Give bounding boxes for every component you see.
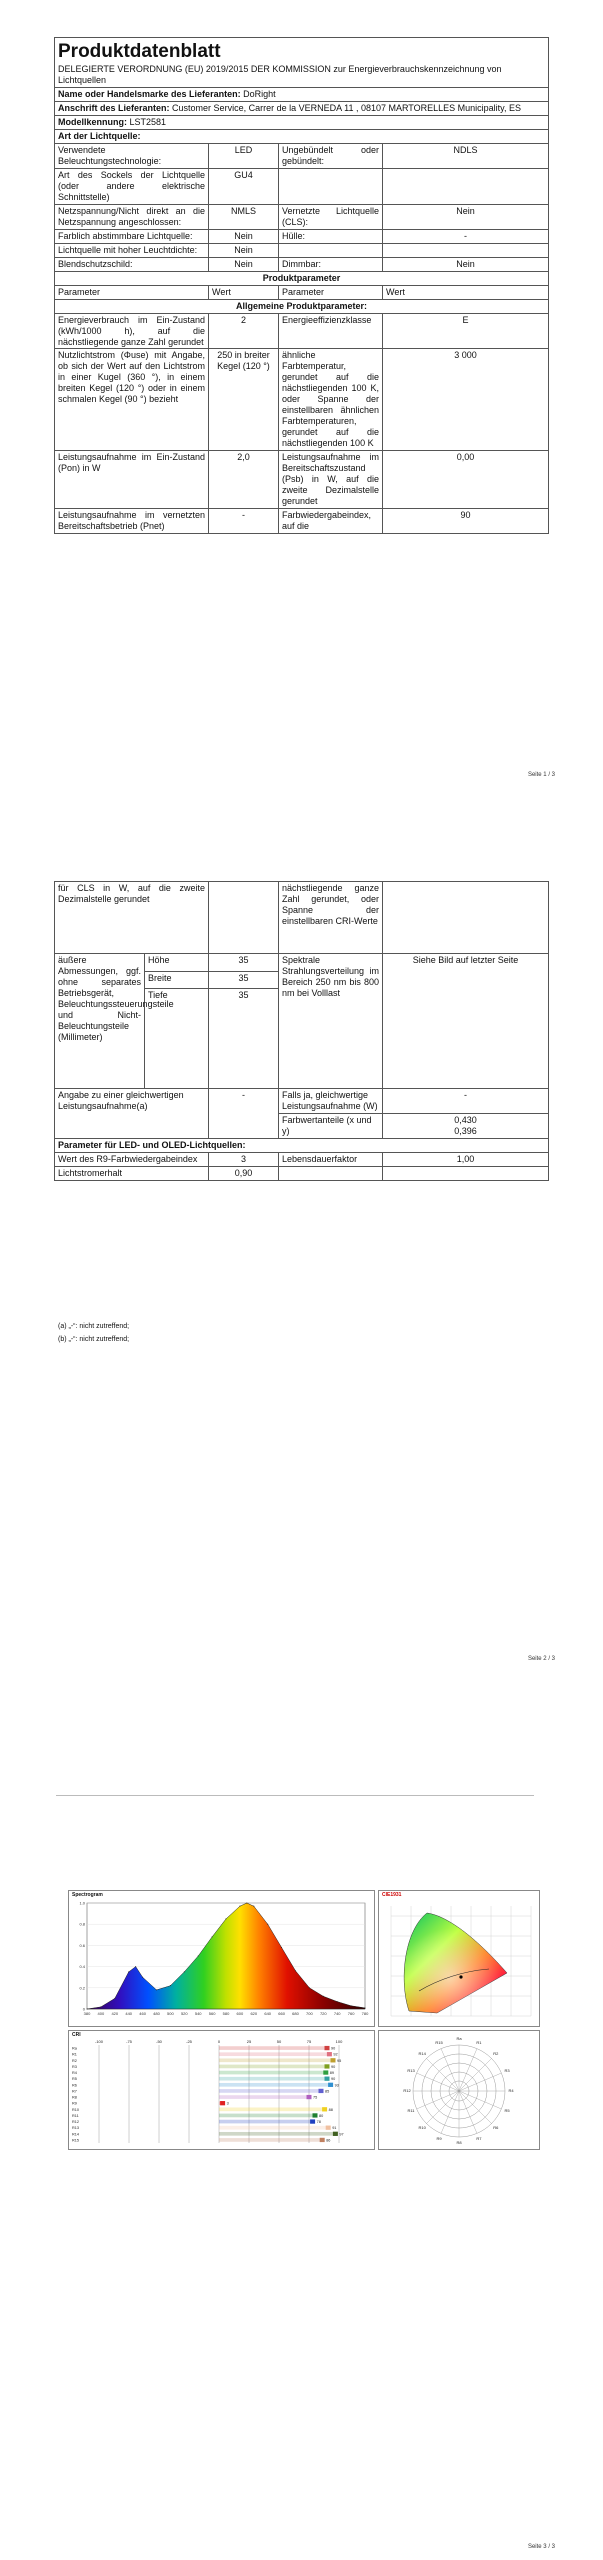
cri-bar-marker — [325, 2077, 330, 2081]
page-title: Produktdatenblatt — [55, 38, 549, 64]
model-row — [55, 116, 549, 130]
cri-category-label: Ra — [72, 2046, 77, 2051]
cri-bar — [219, 2095, 309, 2099]
polar-category-label: Ra — [456, 2036, 462, 2041]
spectrogram-point — [295, 1970, 296, 1971]
light-source-label: Verwendete Beleuchtungstechnologie: — [55, 143, 209, 168]
spectrogram-x-tick: 520 — [180, 2011, 188, 2016]
spectrogram-x-tick: 500 — [167, 2011, 174, 2016]
cri-value-label: 78 — [316, 2120, 321, 2125]
spectrogram-x-tick: 720 — [319, 2011, 327, 2016]
cri-bar — [219, 2114, 315, 2118]
page-number: Seite 1 / 3 — [527, 772, 555, 778]
chroma-y: 0,396 — [454, 1125, 477, 1136]
cri-bar — [219, 2052, 329, 2056]
life-label: Lebensdauerfaktor — [279, 1152, 383, 1166]
param-label: Leistungsaufnahme im Ein-Zustand (Pon) in W — [55, 451, 209, 509]
light-source-label-right: Dimmbar: — [279, 257, 383, 271]
light-source-value: Nein — [209, 243, 279, 257]
spectrogram-point — [100, 2006, 101, 2007]
datasheet-table-page2 — [54, 881, 549, 1181]
cri-x-tick: 25 — [246, 2039, 252, 2044]
cri-category-label: R1 — [72, 2052, 77, 2057]
supplier-name-label: Name oder Handelsmarke des Lieferanten: — [58, 89, 241, 100]
page-separator — [56, 1795, 534, 1796]
cri-value-label: 3 — [226, 2101, 229, 2106]
cri-x-tick: -75 — [126, 2039, 132, 2044]
spectrogram-point — [337, 2001, 338, 2002]
cri-bar — [219, 2107, 325, 2111]
supplier-name: DoRight — [243, 89, 276, 100]
spectrogram-y-tick: 0.6 — [79, 1942, 85, 1948]
light-source-value-right — [383, 168, 549, 204]
cri-value-label: 90 — [331, 2077, 336, 2082]
cri-value-label: 85 — [325, 2089, 330, 2094]
polar-category-label: R1 — [476, 2040, 482, 2045]
cri-x-tick: -25 — [186, 2039, 192, 2044]
cri-chart — [69, 2031, 374, 2149]
cri-value-label: 90 — [331, 2046, 336, 2051]
cri-bar — [219, 2138, 322, 2142]
spectrogram-x-tick: 780 — [361, 2011, 369, 2016]
spectrogram-x-tick: 400 — [97, 2011, 105, 2016]
dim-value-1: 35 — [209, 971, 279, 989]
cri-bar — [219, 2132, 335, 2136]
spectrogram-point — [184, 1971, 185, 1972]
light-source-label: Blendschutzschild: — [55, 257, 209, 271]
page-number: Seite 2 / 3 — [527, 1656, 555, 1662]
cri-category-label: R9 — [72, 2101, 77, 2106]
spectrogram-point — [212, 1936, 213, 1937]
cri-bar-marker — [307, 2095, 312, 2099]
cri-category-label: R7 — [72, 2089, 77, 2094]
spectrogram-point — [365, 2007, 366, 2008]
spectrogram-x-tick: 600 — [236, 2011, 244, 2016]
chromaticity-point — [459, 1975, 462, 1978]
polar-category-label: R14 — [418, 2051, 426, 2057]
cri-category-label: R6 — [72, 2083, 77, 2088]
cri-bar-marker — [333, 2132, 338, 2136]
cri-x-tick: 0 — [217, 2039, 221, 2044]
light-source-value: GU4 — [209, 168, 279, 204]
param-row — [55, 451, 549, 509]
spectrogram-x-tick: 620 — [250, 2011, 258, 2016]
page-2 — [0, 880, 603, 1662]
spectrogram-point — [87, 2009, 88, 2010]
param-label: Leistungsaufnahme im vernetzten Bereitschaftsbetrieb (Pnet) — [55, 509, 209, 534]
spectrogram-point — [253, 1906, 254, 1907]
light-source-label: Farblich abstimmbare Lichtquelle: — [55, 229, 209, 243]
cri-value-label: 90 — [331, 2064, 336, 2069]
spectrogram-y-tick: 0.8 — [79, 1921, 85, 1927]
polar-category-label: R15 — [435, 2040, 443, 2045]
cie-title: CIE1931 — [382, 1892, 402, 1898]
cri-bar-marker — [320, 2138, 325, 2142]
spectrogram-x-tick: 540 — [194, 2011, 202, 2016]
r9-value: 3 — [209, 1152, 279, 1166]
flux-label: Lichtstromerhalt — [55, 1166, 209, 1180]
spectrogram-point — [309, 1987, 310, 1988]
empty-cell-2 — [383, 1166, 549, 1180]
param-label-right: ähnliche Farbtemperatur, gerundet auf die nächstliegenden 100 K, oder Spanne der einstellbaren ähnlichen Farbtemperaturen, gerundet auf die nächstliegenden 100 K — [279, 349, 383, 451]
cri-polar-chart — [379, 2031, 539, 2149]
equiv-label: Angabe zu einer gleichwertigen Leistungsaufnahme(a) — [55, 1089, 209, 1139]
spectrogram-x-tick: 460 — [139, 2011, 146, 2016]
spectrogram-point — [114, 1998, 115, 1999]
light-source-row — [55, 204, 549, 229]
spectral-value: Siehe Bild auf letzter Seite — [383, 954, 549, 1089]
light-source-value-right: Nein — [383, 257, 549, 271]
spectrogram-y-tick: 0 — [82, 2006, 85, 2012]
light-source-label-right: Ungebündelt oder gebündelt: — [279, 143, 383, 168]
polar-category-label: R7 — [476, 2136, 482, 2141]
cri-category-label: R11 — [72, 2113, 79, 2118]
cri-bar — [219, 2046, 327, 2050]
param-value: 2,0 — [209, 451, 279, 509]
cri-bar — [219, 2077, 327, 2081]
general-params-header: Allgemeine Produktparameter: — [55, 299, 549, 313]
spectrogram-x-tick: 380 — [83, 2011, 91, 2016]
cri-bar — [219, 2120, 313, 2124]
cri-bar — [219, 2058, 333, 2062]
cri-value-label: 97 — [339, 2132, 344, 2137]
led-params-header: Parameter für LED- und OLED-Lichtquellen: — [55, 1138, 549, 1152]
note-a: (a) „-“: nicht zutreffend; — [58, 1323, 130, 1330]
spectrogram-x-tick: 760 — [347, 2011, 355, 2016]
cri-bar — [219, 2065, 327, 2069]
spectrogram-x-tick: 700 — [306, 2011, 313, 2016]
spectrogram-point — [281, 1947, 282, 1948]
chroma-x: 0,430 — [454, 1114, 477, 1125]
light-source-value-right: Nein — [383, 204, 549, 229]
light-source-label-right: Vernetzte Lichtquelle (CLS): — [279, 204, 383, 229]
light-source-row — [55, 143, 549, 168]
polar-category-label: R12 — [403, 2088, 411, 2093]
polar-category-label: R6 — [493, 2124, 499, 2130]
param-value-right: 90 — [383, 509, 549, 534]
light-source-value: NMLS — [209, 204, 279, 229]
polar-category-label: R8 — [456, 2140, 462, 2145]
chroma-label: Farbwertanteile (x und y) — [279, 1113, 383, 1138]
spectrogram-point — [239, 1906, 240, 1907]
product-params-header: Produktparameter — [55, 271, 549, 285]
polar-category-label: R11 — [407, 2107, 415, 2113]
cri-bar-marker — [328, 2083, 333, 2087]
light-source-row — [55, 243, 549, 257]
spectrogram-x-tick: 740 — [333, 2011, 341, 2016]
cri-x-tick: 100 — [335, 2039, 343, 2044]
spectrogram-x-tick: 480 — [153, 2011, 160, 2016]
note-b: (b) „-“: nicht zutreffend; — [58, 1336, 130, 1343]
spectrogram-x-tick: 440 — [125, 2011, 133, 2016]
col-header-param: Parameter — [55, 285, 209, 299]
r9-label: Wert des R9-Farbwiedergabeindex — [55, 1152, 209, 1166]
cri-bar-marker — [325, 2064, 330, 2068]
polar-panel — [378, 2030, 540, 2150]
cri-value-label: 86 — [326, 2138, 331, 2143]
param-value-right: 3 000 — [383, 349, 549, 451]
spectrogram-x-tick: 580 — [222, 2011, 230, 2016]
address-value: Customer Service, Carrer de la VERNEDA 11 , 08107 MARTORELLES Municipality, ES — [172, 103, 522, 114]
cri-value-label: 91 — [332, 2126, 337, 2131]
spectrogram-y-tick: 1.0 — [79, 1900, 85, 1906]
spectrogram-point — [170, 1985, 171, 1986]
col-header-value: Wert — [209, 285, 279, 299]
cont-left-cell: für CLS in W, auf die zweite Dezimalstelle gerundet — [55, 882, 209, 954]
cri-title: CRI — [72, 2032, 81, 2038]
cri-bar-marker — [220, 2101, 225, 2105]
cri-category-label: R14 — [72, 2132, 79, 2137]
param-value: 250 in breiter Kegel (120 °) — [209, 349, 279, 451]
cri-bar-marker — [322, 2107, 327, 2111]
cri-category-label: R5 — [72, 2077, 77, 2082]
cri-value-label: 92 — [333, 2052, 338, 2057]
cri-x-tick: -100 — [94, 2039, 104, 2044]
light-source-label-right: Hülle: — [279, 229, 383, 243]
spectrogram-x-tick: 640 — [264, 2011, 272, 2016]
spectral-label: Spektrale Strahlungsverteilung im Bereich 250 nm bis 800 nm bei Volllast — [279, 954, 383, 1089]
spectrogram-point — [323, 1996, 324, 1997]
empty-cell — [279, 1166, 383, 1180]
spectrogram-x-tick: 420 — [111, 2011, 119, 2016]
cri-bar-marker — [331, 2058, 336, 2062]
cri-bar — [219, 2126, 328, 2130]
cri-bar-marker — [326, 2126, 331, 2130]
light-source-label-right — [279, 243, 383, 257]
cri-panel — [68, 2030, 375, 2150]
cri-category-label: R12 — [72, 2120, 79, 2125]
cri-category-label: R4 — [72, 2071, 77, 2076]
param-value-right: E — [383, 313, 549, 349]
cri-bar — [219, 2083, 331, 2087]
light-source-label: Art des Sockels der Lichtquelle (oder andere elektrische Schnittstelle) — [55, 168, 209, 204]
cont-right-cell: nächstliegende ganze Zahl gerundet, oder Spanne der einstellbaren CRI-Werte — [279, 882, 383, 954]
page-number-3: Seite 3 / 3 — [527, 2544, 555, 2550]
model-value: LST2581 — [129, 117, 167, 128]
param-label-right: Farbwiedergabeindex, auf die — [279, 509, 383, 534]
col-header-value-2: Wert — [383, 285, 549, 299]
spectrogram-panel — [68, 1890, 375, 2027]
light-source-row — [55, 168, 549, 204]
cie-panel — [378, 1890, 540, 2027]
address-row — [55, 102, 549, 116]
spectrogram-x-tick: 560 — [208, 2011, 216, 2016]
cri-bar — [219, 2071, 326, 2075]
spectrogram-title: Spectrogram — [72, 1892, 103, 1898]
cie-diagram — [379, 1891, 539, 2026]
light-source-value-right — [383, 243, 549, 257]
polar-category-label: R2 — [493, 2051, 499, 2057]
param-value: 2 — [209, 313, 279, 349]
light-source-label: Netzspannung/Nicht direkt an die Netzspannung angeschlossen: — [55, 204, 209, 229]
dim-name-0: Höhe — [145, 954, 209, 972]
watt-value: - — [383, 1089, 549, 1114]
cri-value-label: 95 — [337, 2058, 342, 2063]
spectrogram-point — [198, 1956, 199, 1957]
cri-category-label: R2 — [72, 2058, 77, 2063]
cri-value-label: 93 — [334, 2083, 339, 2088]
polar-spokes — [413, 2045, 505, 2137]
light-source-row — [55, 229, 549, 243]
cri-category-label: R13 — [72, 2126, 79, 2131]
supplier-name-row — [55, 88, 549, 102]
datasheet-table-page1 — [54, 37, 549, 534]
spectrogram-point — [267, 1924, 268, 1925]
regulation-text: DELEGIERTE VERORDNUNG (EU) 2019/2015 DER KOMMISSION zur Energieverbrauchskennzeichnung von Lichtquellen — [55, 63, 549, 87]
spectrogram-point — [142, 1977, 143, 1978]
light-source-value-right: - — [383, 229, 549, 243]
param-value-right: 0,00 — [383, 451, 549, 509]
cri-category-label: R3 — [72, 2064, 77, 2069]
param-label: Energieverbrauch im Ein-Zustand (kWh/1000 h), auf die nächstliegende ganze Zahl gerundet — [55, 313, 209, 349]
cri-bar-marker — [313, 2113, 318, 2117]
cri-bar-marker — [325, 2046, 330, 2050]
spectrogram-y-tick: 0.2 — [79, 1985, 85, 1991]
page-1 — [0, 0, 603, 790]
flux-value: 0,90 — [209, 1166, 279, 1180]
spectrogram-chart — [69, 1891, 374, 2026]
param-row — [55, 509, 549, 534]
dim-name-2: Tiefe — [145, 989, 209, 1089]
param-row — [55, 313, 549, 349]
cie-white-region — [404, 1913, 507, 2013]
dim-name-1: Breite — [145, 971, 209, 989]
cont-empty-cell — [209, 882, 279, 954]
spectrogram-point — [246, 1903, 247, 1904]
cri-bar — [219, 2089, 321, 2093]
cri-x-tick: 75 — [306, 2039, 312, 2044]
polar-category-label: R13 — [407, 2068, 415, 2074]
light-source-value-right: NDLS — [383, 143, 549, 168]
light-source-type-header: Art der Lichtquelle: — [55, 130, 549, 144]
light-source-value: Nein — [209, 229, 279, 243]
spectrogram-point — [135, 1966, 136, 1967]
spectrogram-y-tick: 0.4 — [79, 1964, 85, 1970]
polar-category-label: R3 — [504, 2068, 510, 2074]
spectrogram-point — [156, 1989, 157, 1990]
param-row — [55, 349, 549, 451]
cri-bar-marker — [327, 2052, 332, 2056]
spectrogram-x-tick: 680 — [292, 2011, 299, 2016]
param-label-right: Energieeffizienzklasse — [279, 313, 383, 349]
cri-category-label: R15 — [72, 2138, 79, 2143]
spectrogram-point — [128, 1971, 129, 1972]
dim-value-2: 35 — [209, 989, 279, 1089]
light-source-label: Lichtquelle mit hoher Leuchtdichte: — [55, 243, 209, 257]
cri-category-label: R8 — [72, 2095, 77, 2100]
cont-empty-cell-2 — [383, 882, 549, 954]
cri-value-label: 80 — [319, 2113, 324, 2118]
spectrogram-point — [226, 1918, 227, 1919]
polar-category-label: R10 — [418, 2124, 426, 2130]
dims-label: äußere Abmessungen, ggf. ohne separates Betriebsgerät, Beleuchtungssteuerungsteile und Nicht-Beleuchtungsteile (Millimeter) — [55, 954, 145, 1089]
cri-x-tick: -50 — [156, 2039, 162, 2044]
cri-bar-marker — [310, 2119, 315, 2123]
light-source-value: Nein — [209, 257, 279, 271]
dim-value-0: 35 — [209, 954, 279, 972]
light-source-value: LED — [209, 143, 279, 168]
col-header-param-2: Parameter — [279, 285, 383, 299]
life-value: 1,00 — [383, 1152, 549, 1166]
watt-label: Falls ja, gleichwertige Leistungsaufnahme (W) — [279, 1089, 383, 1114]
cri-bar-marker — [319, 2089, 324, 2093]
param-value: - — [209, 509, 279, 534]
model-label: Modellkennung: — [58, 117, 127, 128]
chroma-values — [383, 1113, 549, 1138]
polar-category-label: R9 — [436, 2136, 442, 2141]
spectrogram-x-tick: 660 — [278, 2011, 285, 2016]
address-label: Anschrift des Lieferanten: — [58, 103, 170, 114]
light-source-row — [55, 257, 549, 271]
cri-category-label: R10 — [72, 2107, 79, 2112]
cri-value-label: 89 — [329, 2071, 335, 2076]
spectrogram-point — [351, 2005, 352, 2006]
param-label: Nutzlichtstrom (Φuse) mit Angabe, ob sich der Wert auf den Lichtstrom in einer Kugel (360 °), in einem breiten Kegel (120 °) oder in einem schmalen Kegel (90 °) bezieht — [55, 349, 209, 451]
cri-value-label: 88 — [328, 2107, 333, 2112]
cri-x-tick: 50 — [276, 2039, 282, 2044]
cri-value-label: 75 — [313, 2095, 318, 2100]
param-label-right: Leistungsaufnahme im Bereitschaftszustand (Psb) in W, auf die zweite Dezimalstelle gerundet — [279, 451, 383, 509]
polar-category-label: R5 — [504, 2107, 510, 2113]
polar-category-label: R4 — [508, 2088, 514, 2093]
equiv-value: - — [209, 1089, 279, 1139]
cri-bar-marker — [323, 2070, 328, 2074]
light-source-label-right — [279, 168, 383, 204]
